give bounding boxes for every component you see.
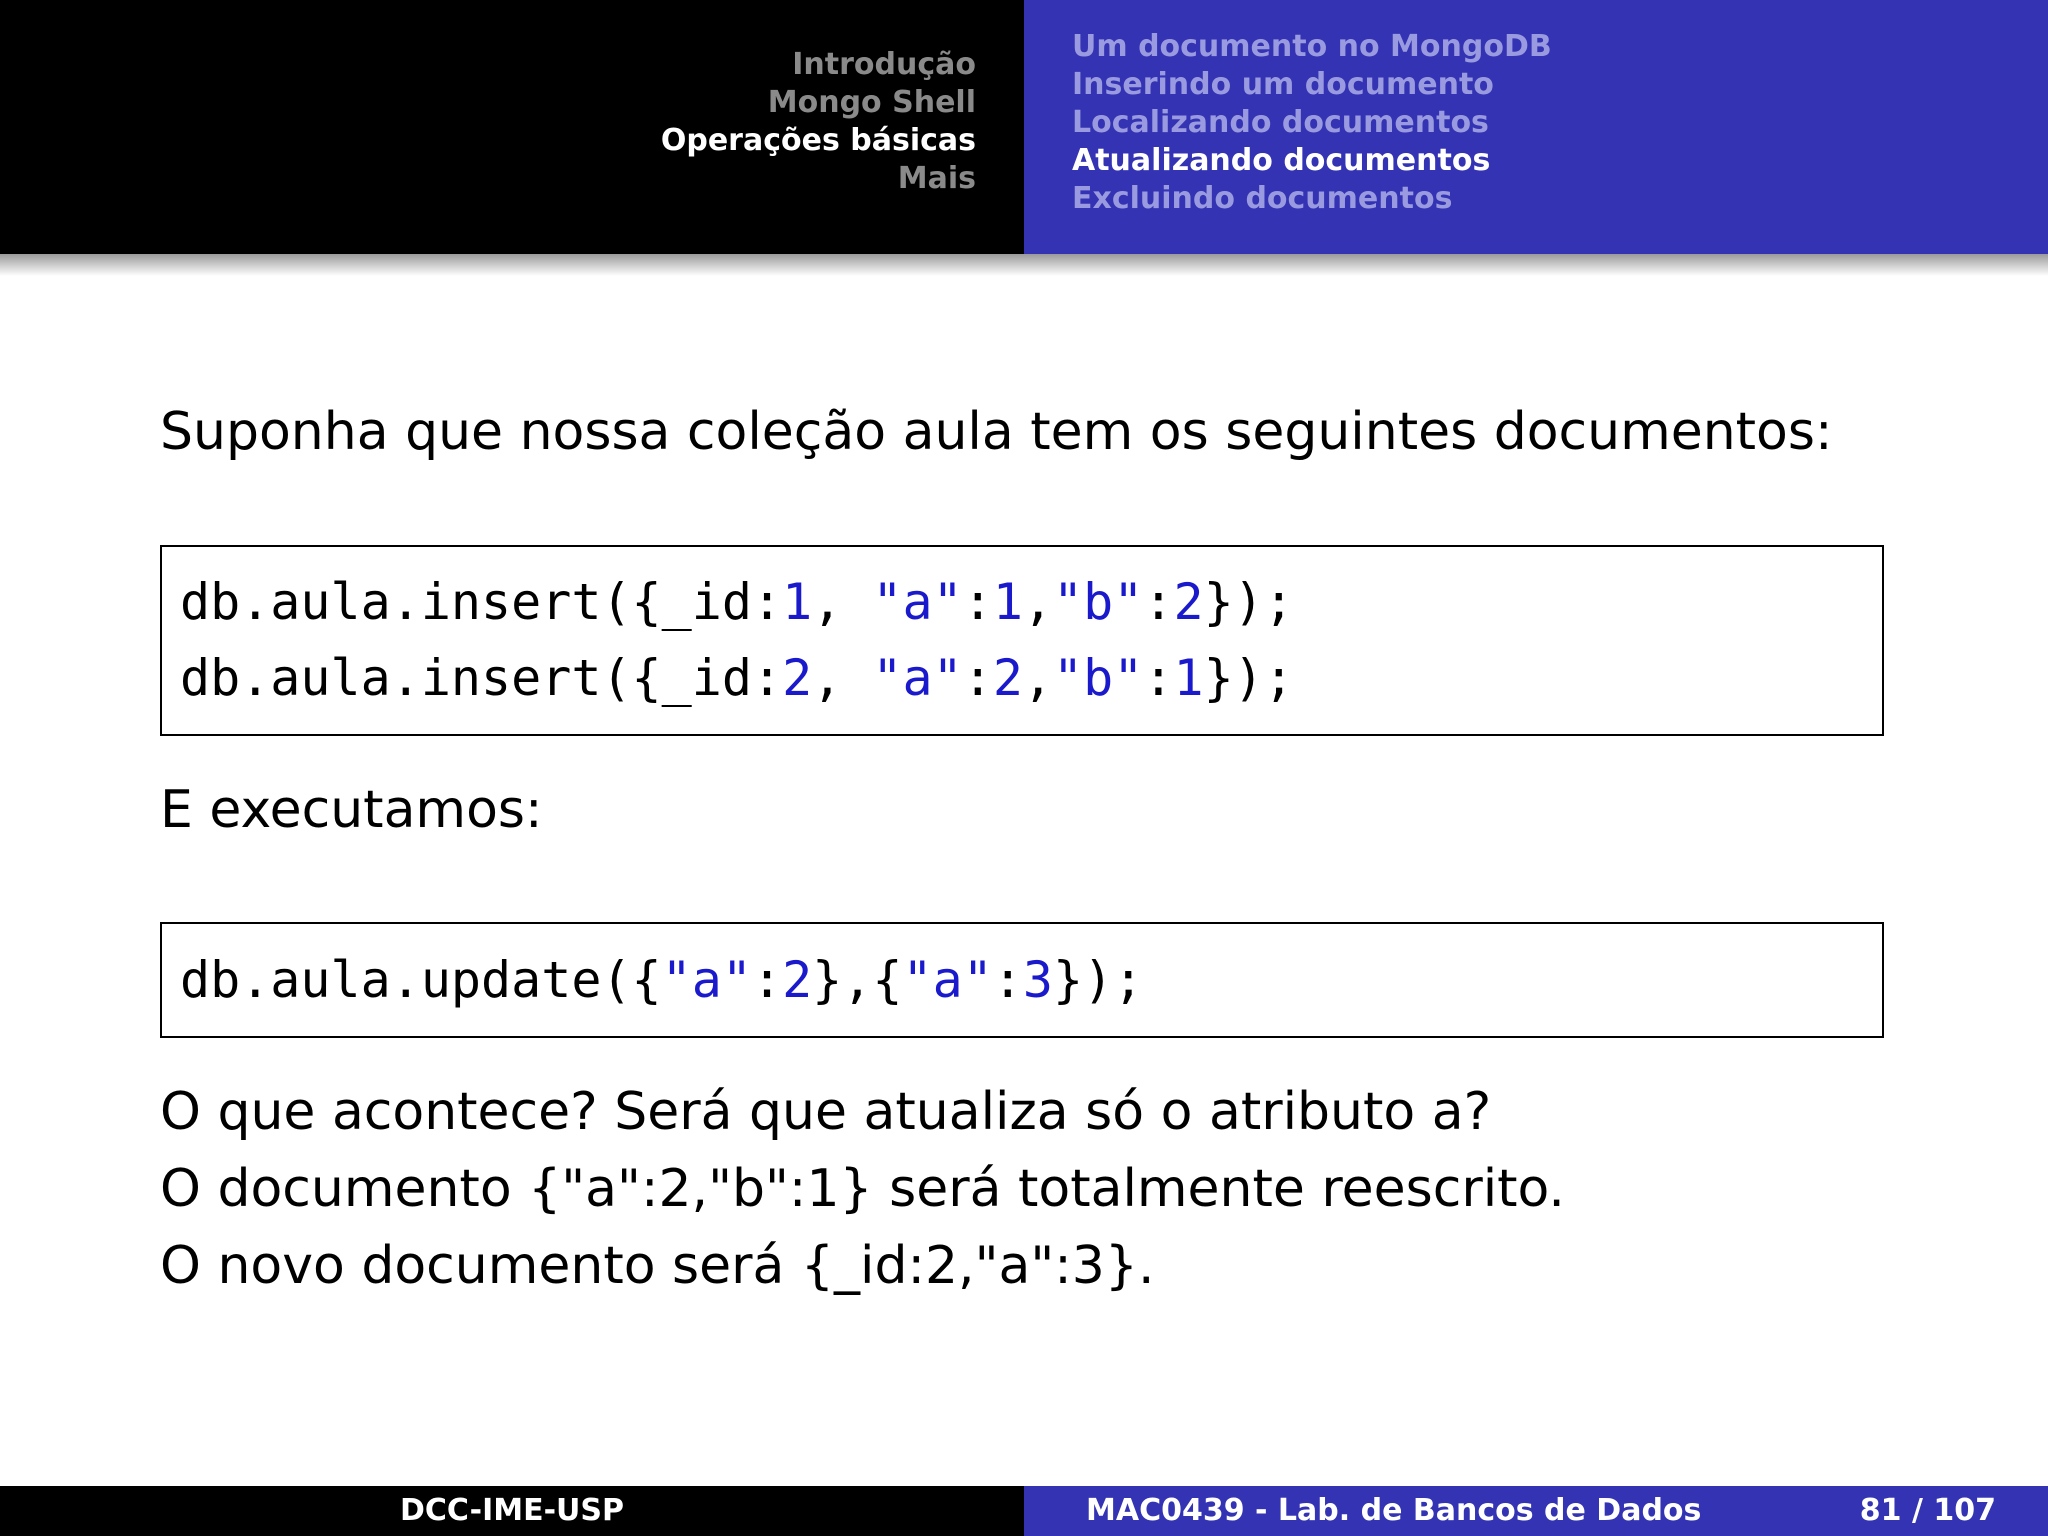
code-text: , xyxy=(812,649,873,707)
header-shadow xyxy=(0,254,2048,276)
code-text: : xyxy=(1143,649,1174,707)
code-text: }); xyxy=(1203,573,1294,631)
section-introducao[interactable]: Introdução xyxy=(792,47,976,82)
code-number: 2 xyxy=(992,649,1023,707)
code-line-insert-1 xyxy=(180,571,1294,633)
section-list xyxy=(661,46,976,198)
code-line-update xyxy=(180,949,1143,1011)
code-number: 1 xyxy=(1173,649,1204,707)
code-text: : xyxy=(1143,573,1174,631)
section-mais[interactable]: Mais xyxy=(897,161,976,196)
subsection-atualizando[interactable]: Atualizando documentos xyxy=(1072,143,1491,178)
subsection-um-documento[interactable]: Um documento no MongoDB xyxy=(1072,29,1552,64)
code-number: 1 xyxy=(992,573,1023,631)
section-operacoes-basicas[interactable]: Operações básicas xyxy=(660,123,976,158)
code-text: db.aula.insert({_id: xyxy=(180,573,783,631)
code-string: "b" xyxy=(1053,649,1144,707)
code-string: "a" xyxy=(902,951,993,1009)
code-text: }); xyxy=(1203,649,1294,707)
code-text: : xyxy=(962,649,993,707)
code-string: "b" xyxy=(1053,573,1144,631)
code-text: : xyxy=(962,573,993,631)
code-text: : xyxy=(751,951,783,1009)
slide-footer xyxy=(0,1486,2048,1536)
code-string: "a" xyxy=(661,951,752,1009)
footer-right-panel xyxy=(1024,1486,2048,1536)
code-text: : xyxy=(992,951,1023,1009)
page-number: 81 / 107 xyxy=(1859,1493,1996,1528)
code-line-insert-2 xyxy=(180,647,1294,709)
subsection-localizando[interactable]: Localizando documentos xyxy=(1072,105,1489,140)
answer-text-1: O documento {"a":2,"b":1} será totalmente reescrito. xyxy=(160,1159,1565,1219)
subsection-nav xyxy=(1024,0,2048,254)
code-text: },{ xyxy=(812,951,903,1009)
footer-institution: DCC-IME-USP xyxy=(0,1486,1024,1536)
subsection-inserindo[interactable]: Inserindo um documento xyxy=(1072,67,1494,102)
code-text: , xyxy=(812,573,873,631)
code-text: db.aula.insert({_id: xyxy=(180,649,783,707)
question-text: O que acontece? Será que atualiza só o atributo a? xyxy=(160,1082,1492,1142)
code-number: 3 xyxy=(1022,951,1054,1009)
then-text: E executamos: xyxy=(160,780,543,840)
code-string: "a" xyxy=(872,573,963,631)
code-block-update xyxy=(160,922,1884,1038)
code-block-insert xyxy=(160,545,1884,736)
footer-course-title: MAC0439 - Lab. de Bancos de Dados xyxy=(1086,1493,1702,1528)
code-text: db.aula.update({ xyxy=(180,951,662,1009)
answer-text-2: O novo documento será {_id:2,"a":3}. xyxy=(160,1236,1155,1296)
code-text: }); xyxy=(1053,951,1144,1009)
code-text: , xyxy=(1022,573,1054,631)
code-number: 1 xyxy=(782,573,813,631)
section-nav xyxy=(0,0,1024,254)
subsection-list xyxy=(1072,28,1552,218)
slide-header xyxy=(0,0,2048,254)
section-mongo-shell[interactable]: Mongo Shell xyxy=(767,85,976,120)
code-number: 2 xyxy=(782,649,813,707)
code-string: "a" xyxy=(872,649,963,707)
code-number: 2 xyxy=(782,951,813,1009)
code-text: , xyxy=(1022,649,1054,707)
code-number: 2 xyxy=(1173,573,1204,631)
subsection-excluindo[interactable]: Excluindo documentos xyxy=(1072,181,1453,216)
intro-text: Suponha que nossa coleção aula tem os seguintes documentos: xyxy=(160,402,1833,462)
